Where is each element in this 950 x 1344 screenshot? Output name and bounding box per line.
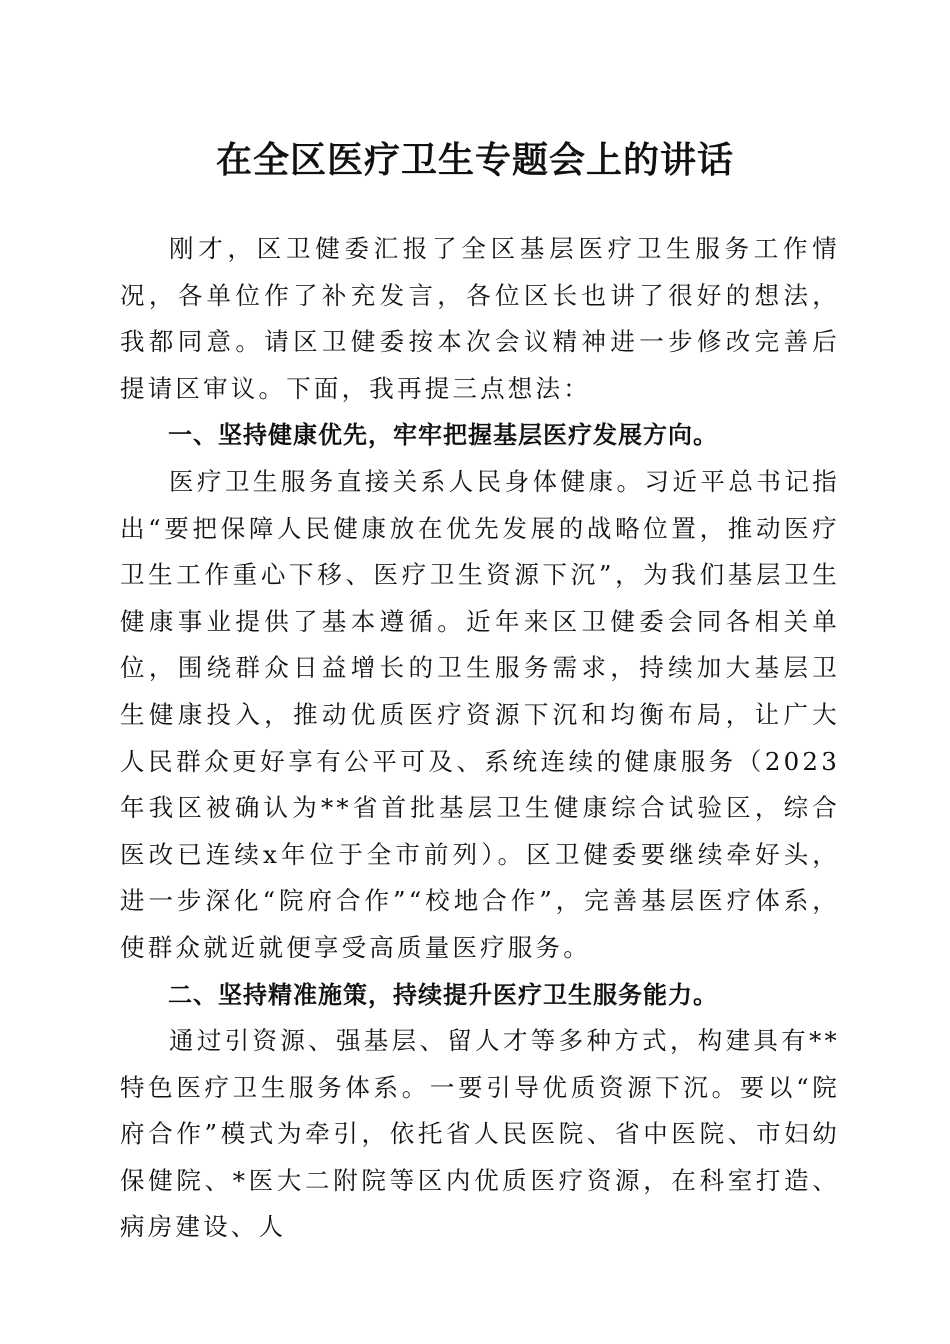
document-title: 在全区医疗卫生专题会上的讲话 bbox=[215, 139, 734, 181]
paragraph-intro: 刚才，区卫健委汇报了全区基层医疗卫生服务工作情况，各单位作了补充发言，各位区长也讲了很好的想法，我都同意。请区卫健委按本次会议精神进一步修改完善后提请区审议。下面，我再提三点想法： bbox=[120, 234, 840, 403]
paragraph-section-2: 通过引资源、强基层、留人才等多种方式，构建具有**特色医疗卫生服务体系。一要引导优质资源下沉。要以“院府合作”模式为牵引，依托省人民医院、省中医院、市妇幼保健院、*医大二附院等区内优质医疗资源，在科室打造、病房建设、人 bbox=[120, 1026, 840, 1242]
document-body bbox=[120, 226, 840, 1251]
paragraph-section-1: 医疗卫生服务直接关系人民身体健康。习近平总书记指出“要把保障人民健康放在优先发展的战略位置，推动医疗卫生工作重心下移、医疗卫生资源下沉”，为我们基层卫生健康事业提供了基本遵循。近年来区卫健委会同各相关单位，围绕群众日益增长的卫生服务需求，持续加大基层卫生健康投入，推动优质医疗资源下沉和均衡布局，让广大人民群众更好享有公平可及、系统连续的健康服务（2023年我区被确认为**省首批基层卫生健康综合试验区，综合医改已连续x年位于全市前列）。区卫健委要继续牵好头，进一步深化“院府合作”“校地合作”，完善基层医疗体系，使群众就近就便享受高质量医疗服务。 bbox=[120, 466, 840, 962]
section-heading-1: 一、坚持健康优先，牢牢把握基层医疗发展方向。 bbox=[168, 421, 718, 450]
section-heading-2: 二、坚持精准施策，持续提升医疗卫生服务能力。 bbox=[168, 980, 718, 1009]
